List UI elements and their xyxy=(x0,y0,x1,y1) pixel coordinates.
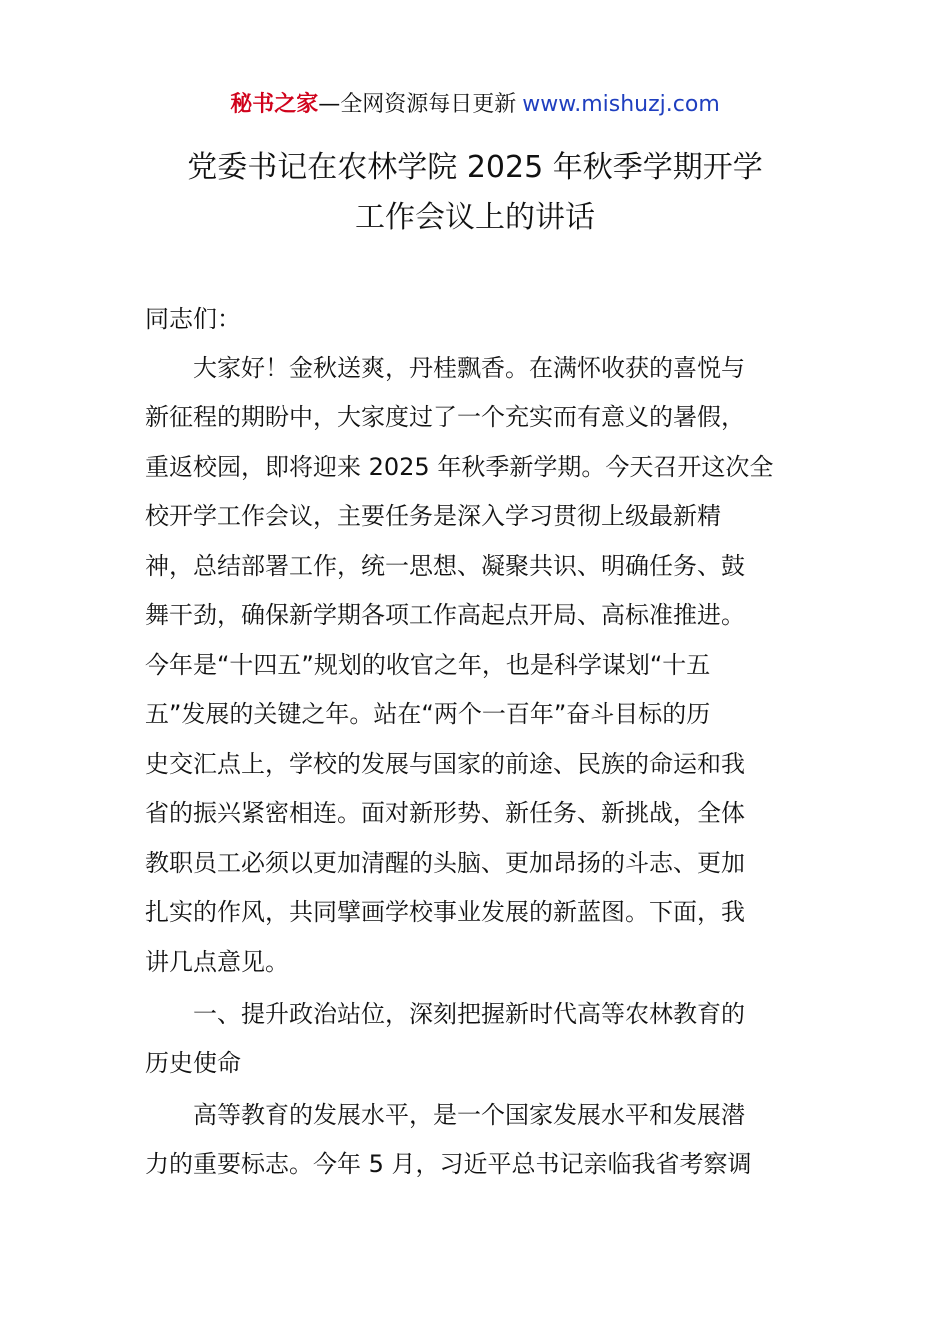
body-text-line: 力的重要标志。今年 5 月，习近平总书记亲临我省考察调 xyxy=(145,1150,752,1178)
body-text-line: 五”发展的关键之年。站在“两个一百年”奋斗目标的历 xyxy=(145,700,711,728)
section-heading-line: 一、提升政治站位，深刻把握新时代高等农林教育的 xyxy=(145,1000,745,1028)
body-text-line: 重返校园，即将迎来 2025 年秋季新学期。今天召开这次全 xyxy=(145,453,774,481)
body-text-line: 教职员工必须以更加清醒的头脑、更加昂扬的斗志、更加 xyxy=(145,849,745,877)
header-tagline: —全网资源每日更新 xyxy=(318,92,517,117)
section-heading-line: 历史使命 xyxy=(145,1049,241,1077)
site-url-link[interactable]: www.mishuzj.com xyxy=(522,92,720,117)
body-text-line: 省的振兴紧密相连。面对新形势、新任务、新挑战，全体 xyxy=(145,799,745,827)
body-text-line: 讲几点意见。 xyxy=(145,948,289,976)
body-text-line: 大家好！金秋送爽，丹桂飘香。在满怀收获的喜悦与 xyxy=(145,354,745,382)
salutation: 同志们： xyxy=(145,305,241,333)
body-text-line: 神，总结部署工作，统一思想、凝聚共识、明确任务、鼓 xyxy=(145,552,745,580)
brand-name: 秘书之家 xyxy=(230,92,319,117)
body-text-line: 校开学工作会议，主要任务是深入学习贯彻上级最新精 xyxy=(145,502,721,530)
body-text-line: 高等教育的发展水平，是一个国家发展水平和发展潜 xyxy=(145,1101,745,1129)
body-text-line: 新征程的期盼中，大家度过了一个充实而有意义的暑假， xyxy=(145,403,745,431)
document-title-line-2: 工作会议上的讲话 xyxy=(355,200,595,235)
body-text-line: 今年是“十四五”规划的收官之年，也是科学谋划“十五 xyxy=(145,651,711,679)
body-text-line: 舞干劲，确保新学期各项工作高起点开局、高标准推进。 xyxy=(145,601,745,629)
document-title-line-1: 党委书记在农林学院 2025 年秋季学期开学 xyxy=(187,150,763,185)
body-text-line: 史交汇点上，学校的发展与国家的前途、民族的命运和我 xyxy=(145,750,745,778)
body-text-line: 扎实的作风，共同擘画学校事业发展的新蓝图。下面，我 xyxy=(145,898,745,926)
site-header xyxy=(0,90,950,120)
